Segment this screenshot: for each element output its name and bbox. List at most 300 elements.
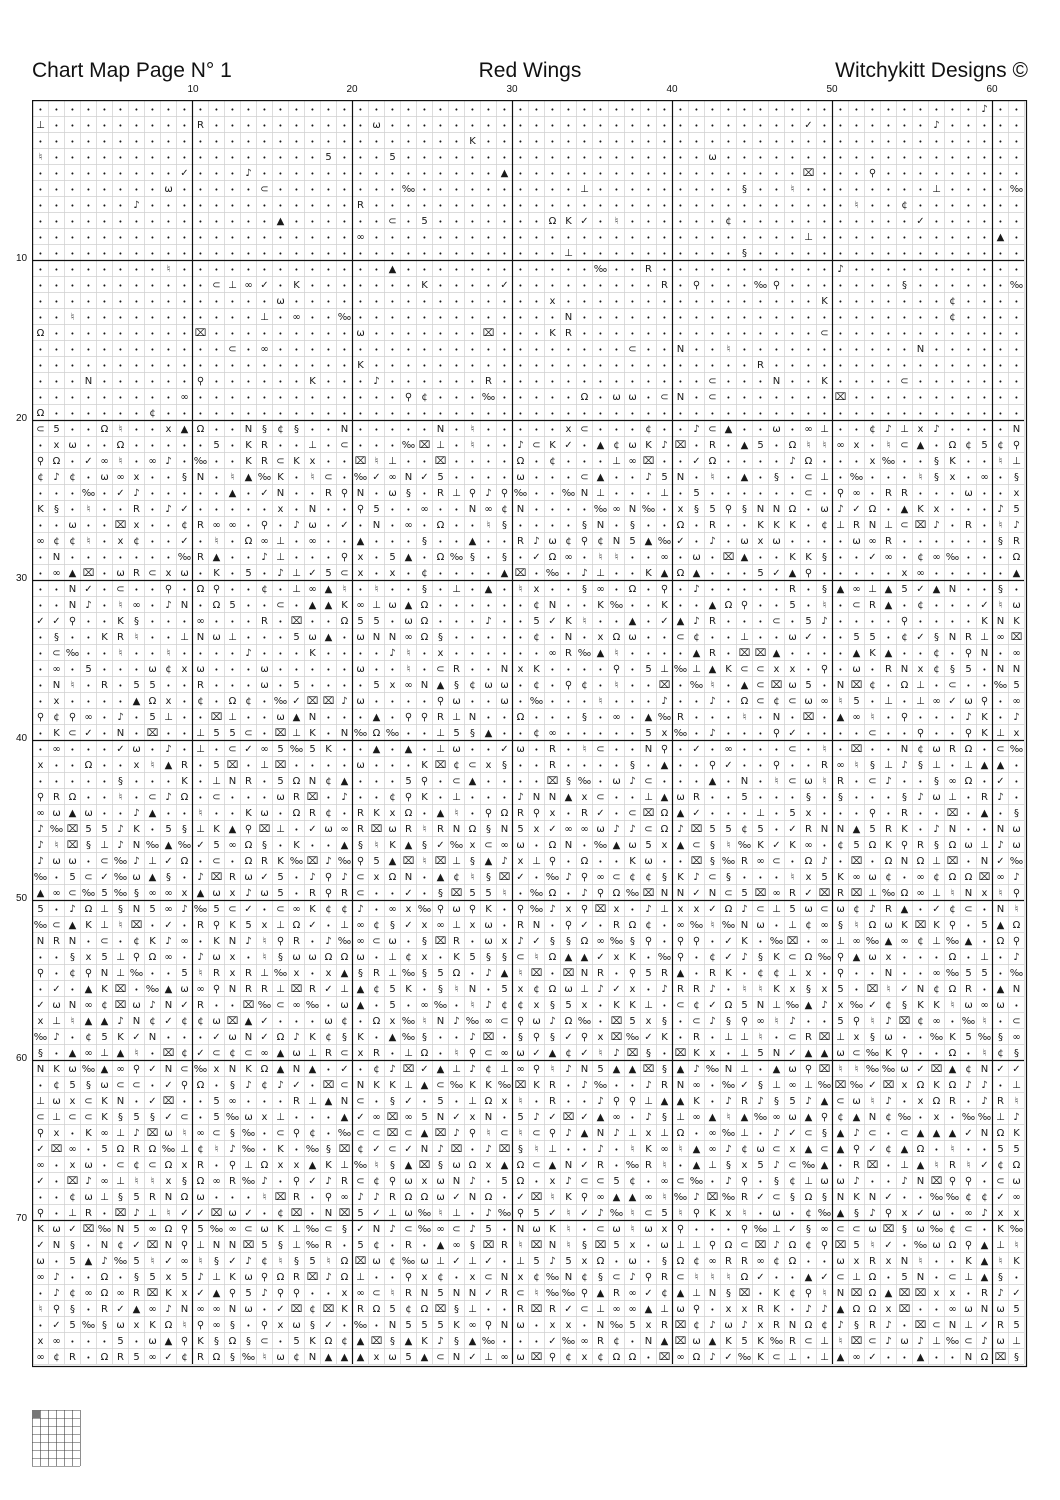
stitch-symbol: • [358, 250, 363, 258]
stitch-symbol: • [230, 186, 235, 194]
stitch-symbol: • [166, 202, 171, 210]
stitch-symbol: ⌧ [66, 1176, 79, 1187]
stitch-symbol: ▲ [676, 1096, 685, 1107]
stitch-symbol: R [181, 760, 188, 771]
stitch-symbol: • [502, 1226, 507, 1234]
stitch-symbol: ω [500, 696, 509, 707]
stitch-symbol: • [790, 154, 795, 162]
stitch-symbol: • [182, 298, 187, 306]
stitch-symbol: ¢ [645, 424, 652, 435]
stitch-symbol: N [564, 312, 573, 323]
stitch-symbol: • [790, 1274, 795, 1282]
stitch-symbol: ♪ [229, 1144, 236, 1155]
stitch-symbol: • [934, 730, 939, 738]
stitch-symbol: • [518, 282, 523, 290]
stitch-symbol: • [742, 346, 747, 354]
stitch-symbol: • [38, 218, 43, 226]
stitch-symbol: ∞ [36, 808, 45, 819]
stitch-symbol: ¢ [933, 648, 940, 659]
stitch-symbol: • [582, 410, 587, 418]
stitch-symbol: • [438, 778, 443, 786]
stitch-symbol: ω [260, 664, 269, 675]
stitch-symbol: • [214, 346, 219, 354]
stitch-symbol: ⌧ [274, 728, 287, 739]
stitch-symbol: • [902, 1098, 907, 1106]
stitch-symbol: • [422, 378, 427, 386]
stitch-symbol: • [694, 442, 699, 450]
stitch-symbol: ∞ [580, 1336, 589, 1347]
stitch-symbol: • [166, 314, 171, 322]
stitch-symbol: R [373, 1048, 380, 1059]
stitch-symbol: • [278, 522, 283, 530]
stitch-symbol: • [822, 794, 827, 802]
stitch-symbol: • [998, 154, 1003, 162]
stitch-symbol: ¢ [277, 1208, 284, 1219]
stitch-symbol: N [340, 424, 349, 435]
stitch-symbol: ▲ [340, 840, 349, 851]
stitch-symbol: • [582, 1146, 587, 1154]
stitch-symbol: ⊂ [708, 376, 717, 387]
stitch-symbol: x [229, 888, 236, 899]
stitch-symbol: R [709, 520, 716, 531]
stitch-symbol: • [374, 554, 379, 562]
stitch-symbol: • [102, 490, 107, 498]
stitch-symbol: • [198, 762, 203, 770]
stitch-symbol: ∞ [772, 888, 781, 899]
stitch-symbol: ⊂ [772, 616, 781, 627]
stitch-symbol: ‰ [33, 872, 48, 883]
stitch-symbol: • [342, 122, 347, 130]
stitch-symbol: • [438, 266, 443, 274]
stitch-symbol: • [550, 282, 555, 290]
stitch-symbol: K [453, 952, 460, 963]
stitch-symbol: ✓ [244, 904, 253, 915]
stitch-symbol: R [741, 856, 748, 867]
stitch-symbol: • [438, 618, 443, 626]
stitch-symbol: • [598, 394, 603, 402]
stitch-symbol: ♪ [725, 1096, 732, 1107]
stitch-symbol: R [677, 712, 684, 723]
stitch-symbol: ⊥ [260, 760, 269, 771]
stitch-symbol: • [342, 458, 347, 466]
stitch-symbol: 5 [309, 744, 316, 755]
stitch-symbol: ♪ [549, 1256, 556, 1267]
stitch-symbol: • [326, 234, 331, 242]
stitch-symbol: • [310, 426, 315, 434]
stitch-symbol: • [726, 250, 731, 258]
stitch-symbol: ∞ [628, 1304, 637, 1315]
stitch-symbol: • [294, 554, 299, 562]
column-label: 30 [506, 84, 518, 95]
stitch-symbol: ▲ [596, 1288, 605, 1299]
stitch-symbol: § [182, 824, 187, 835]
stitch-symbol: N [948, 824, 957, 835]
stitch-symbol: • [230, 666, 235, 674]
stitch-symbol: • [342, 650, 347, 658]
stitch-symbol: 5 [101, 952, 108, 963]
stitch-symbol: ▲ [900, 904, 909, 915]
stitch-symbol: Ω [916, 1144, 925, 1155]
stitch-symbol: ‰ [401, 440, 416, 451]
stitch-symbol: • [390, 346, 395, 354]
stitch-symbol: § [230, 1128, 235, 1139]
stitch-symbol: ⊥ [836, 936, 845, 947]
stitch-symbol: ♮ [822, 776, 827, 787]
stitch-symbol: • [486, 362, 491, 370]
stitch-symbol: N [836, 824, 845, 835]
stitch-symbol: ♪ [821, 1000, 828, 1011]
stitch-symbol: • [374, 426, 379, 434]
stitch-symbol: • [582, 346, 587, 354]
stitch-symbol: ♪ [565, 1128, 572, 1139]
stitch-symbol: ∞ [564, 824, 573, 835]
stitch-symbol: ♪ [709, 536, 716, 547]
stitch-symbol: • [118, 666, 123, 674]
stitch-symbol: N [500, 1272, 509, 1283]
stitch-symbol: ¢ [981, 1192, 988, 1203]
stitch-symbol: R [869, 1256, 876, 1267]
stitch-symbol: ⊥ [868, 888, 877, 899]
stitch-symbol: ω [692, 1336, 701, 1347]
stitch-symbol: ¢ [357, 1144, 364, 1155]
stitch-symbol: • [518, 250, 523, 258]
stitch-symbol: ✓ [404, 920, 413, 931]
stitch-symbol: • [326, 346, 331, 354]
stitch-symbol: 5 [645, 968, 652, 979]
stitch-symbol: • [54, 874, 59, 882]
stitch-symbol: • [358, 1018, 363, 1026]
stitch-symbol: • [918, 714, 923, 722]
stitch-symbol: 5 [69, 1080, 76, 1091]
stitch-symbol: • [534, 522, 539, 530]
stitch-symbol: • [262, 218, 267, 226]
stitch-symbol: • [198, 794, 203, 802]
stitch-symbol: • [790, 426, 795, 434]
stitch-symbol: ‰ [609, 1320, 624, 1331]
stitch-symbol: • [486, 986, 491, 994]
stitch-symbol: • [486, 650, 491, 658]
stitch-symbol: 5 [469, 888, 476, 899]
stitch-symbol: • [870, 362, 875, 370]
stitch-symbol: ♪ [581, 1080, 588, 1091]
stitch-symbol: • [102, 714, 107, 722]
stitch-symbol: • [262, 1306, 267, 1314]
stitch-symbol: ⊂ [84, 1096, 93, 1107]
stitch-symbol: ▲ [788, 568, 797, 579]
stitch-symbol: ♮ [694, 1272, 699, 1283]
stitch-symbol: • [54, 122, 59, 130]
stitch-symbol: ▲ [148, 872, 157, 883]
stitch-symbol: • [326, 282, 331, 290]
stitch-symbol: • [886, 618, 891, 626]
stitch-symbol: ‰ [401, 184, 416, 195]
stitch-symbol: Ω [724, 1000, 733, 1011]
stitch-symbol: ∞ [836, 440, 845, 451]
stitch-symbol: • [470, 314, 475, 322]
stitch-symbol: • [470, 346, 475, 354]
stitch-symbol: • [934, 1258, 939, 1266]
stitch-symbol: ✓ [804, 888, 813, 899]
stitch-symbol: • [230, 442, 235, 450]
stitch-symbol: • [918, 1050, 923, 1058]
stitch-symbol: • [566, 106, 571, 114]
stitch-symbol: ‰ [625, 1160, 640, 1171]
stitch-symbol: ♪ [165, 744, 172, 755]
stitch-symbol: ▲ [612, 1064, 621, 1075]
stitch-symbol: ∞ [964, 1208, 973, 1219]
stitch-symbol: N [356, 488, 365, 499]
stitch-symbol: R [293, 1272, 300, 1283]
stitch-symbol: • [886, 314, 891, 322]
stitch-symbol: • [822, 282, 827, 290]
stitch-symbol: ♪ [517, 936, 524, 947]
stitch-symbol: • [742, 314, 747, 322]
stitch-symbol: § [822, 1128, 827, 1139]
stitch-symbol: R [581, 808, 588, 819]
stitch-symbol: Ω [548, 552, 557, 563]
stitch-symbol: • [358, 298, 363, 306]
stitch-symbol: R [821, 760, 828, 771]
stitch-symbol: • [54, 586, 59, 594]
stitch-symbol: • [166, 970, 171, 978]
stitch-symbol: ‰ [433, 1000, 448, 1011]
stitch-symbol: ω [964, 696, 973, 707]
stitch-symbol: Ω [340, 1272, 349, 1283]
stitch-symbol: ⊂ [356, 872, 365, 883]
row-label: 10 [16, 253, 28, 264]
stitch-symbol: ¢ [133, 936, 140, 947]
stitch-symbol: • [422, 666, 427, 674]
stitch-symbol: • [694, 234, 699, 242]
stitch-symbol: • [614, 154, 619, 162]
stitch-symbol: x [773, 664, 780, 675]
stitch-symbol: ∞ [580, 824, 589, 835]
column-label: 20 [346, 84, 358, 95]
stitch-symbol: ♪ [885, 424, 892, 435]
stitch-symbol: ⌧ [354, 456, 367, 467]
stitch-symbol: • [742, 154, 747, 162]
stitch-symbol: • [950, 522, 955, 530]
stitch-symbol: ⌧ [114, 984, 127, 995]
stitch-symbol: N [196, 632, 205, 643]
stitch-symbol: x [581, 1000, 588, 1011]
stitch-symbol: • [614, 474, 619, 482]
stitch-symbol: • [966, 122, 971, 130]
stitch-symbol: • [102, 170, 107, 178]
stitch-symbol: ‰ [577, 776, 592, 787]
stitch-symbol: • [118, 938, 123, 946]
stitch-symbol: • [630, 1338, 635, 1346]
stitch-symbol: K [693, 1048, 700, 1059]
stitch-symbol: ⚲ [740, 600, 749, 611]
stitch-symbol: ⌧ [530, 1240, 543, 1251]
stitch-symbol: Ω [804, 1192, 813, 1203]
stitch-symbol: • [38, 202, 43, 210]
stitch-symbol: • [582, 506, 587, 514]
stitch-symbol: § [790, 1192, 795, 1203]
stitch-symbol: ‰ [161, 1144, 176, 1155]
stitch-symbol: ⊂ [580, 1304, 589, 1315]
stitch-symbol: ▲ [628, 616, 637, 627]
stitch-symbol: • [454, 218, 459, 226]
stitch-symbol: § [774, 1096, 779, 1107]
stitch-symbol: • [886, 298, 891, 306]
stitch-symbol: N [468, 984, 477, 995]
stitch-symbol: ♮ [998, 456, 1003, 467]
stitch-symbol: ¢ [885, 1000, 892, 1011]
stitch-symbol: • [182, 410, 187, 418]
stitch-symbol: • [646, 1242, 651, 1250]
stitch-symbol: ω [628, 840, 637, 851]
stitch-symbol: 5 [805, 680, 812, 691]
stitch-symbol: x [229, 968, 236, 979]
stitch-symbol: • [150, 362, 155, 370]
stitch-symbol: ω [276, 296, 285, 307]
stitch-symbol: R [245, 776, 252, 787]
stitch-symbol: ⌧ [706, 1192, 719, 1203]
stitch-symbol: ⊂ [148, 792, 157, 803]
stitch-symbol: • [54, 1258, 59, 1266]
stitch-symbol: • [774, 1034, 779, 1042]
stitch-symbol: N [740, 776, 749, 787]
stitch-symbol: • [934, 442, 939, 450]
stitch-symbol: • [294, 330, 299, 338]
stitch-symbol: • [998, 970, 1003, 978]
stitch-symbol: ♪ [165, 792, 172, 803]
stitch-symbol: • [102, 1162, 107, 1170]
stitch-symbol: • [86, 474, 91, 482]
stitch-symbol: ⌧ [386, 1112, 399, 1123]
stitch-symbol: ω [292, 1320, 301, 1331]
stitch-symbol: Ω [804, 856, 813, 867]
stitch-symbol: ▲ [948, 1064, 957, 1075]
stitch-symbol: K [821, 296, 828, 307]
stitch-symbol: • [646, 314, 651, 322]
stitch-symbol: • [310, 362, 315, 370]
stitch-symbol: R [261, 440, 268, 451]
stitch-symbol: § [630, 520, 635, 531]
stitch-symbol: • [662, 1050, 667, 1058]
stitch-symbol: ♮ [598, 552, 603, 563]
stitch-symbol: • [374, 330, 379, 338]
stitch-symbol: • [854, 378, 859, 386]
stitch-symbol: • [246, 378, 251, 386]
stitch-symbol: • [742, 218, 747, 226]
stitch-symbol: • [214, 378, 219, 386]
stitch-symbol: ∞ [596, 1192, 605, 1203]
stitch-symbol: ∞ [148, 1304, 157, 1315]
stitch-symbol: ¢ [341, 1016, 348, 1027]
stitch-symbol: • [102, 618, 107, 626]
stitch-symbol: • [854, 186, 859, 194]
stitch-symbol: ▲ [804, 1272, 813, 1283]
stitch-symbol: • [678, 282, 683, 290]
stitch-symbol: N [372, 1224, 381, 1235]
stitch-symbol: • [1014, 346, 1019, 354]
stitch-symbol: ⚲ [900, 840, 909, 851]
stitch-symbol: ♪ [133, 1128, 140, 1139]
stitch-symbol: • [630, 650, 635, 658]
stitch-symbol: § [806, 1224, 811, 1235]
stitch-symbol: ♮ [86, 504, 91, 515]
stitch-symbol: ‰ [401, 1032, 416, 1043]
stitch-symbol: ♪ [661, 440, 668, 451]
stitch-symbol: • [758, 586, 763, 594]
stitch-symbol: • [742, 762, 747, 770]
stitch-symbol: ⚲ [468, 1048, 477, 1059]
stitch-symbol: ω [852, 664, 861, 675]
stitch-symbol: • [918, 138, 923, 146]
stitch-symbol: ⊂ [820, 904, 829, 915]
stitch-symbol: R [197, 520, 204, 531]
stitch-symbol: K [533, 1080, 540, 1091]
stitch-symbol: • [518, 298, 523, 306]
stitch-symbol: • [502, 234, 507, 242]
stitch-symbol: Ω [948, 1080, 957, 1091]
stitch-symbol: ♮ [454, 808, 459, 819]
stitch-symbol: ¢ [757, 968, 764, 979]
stitch-symbol: § [438, 1160, 443, 1171]
stitch-symbol: Ω [180, 1192, 189, 1203]
stitch-symbol: ⊂ [964, 1224, 973, 1235]
stitch-symbol: 5 [197, 1224, 204, 1235]
stitch-symbol: • [838, 602, 843, 610]
stitch-symbol: ⊂ [612, 1272, 621, 1283]
stitch-symbol: • [870, 1178, 875, 1186]
stitch-symbol: • [294, 186, 299, 194]
stitch-symbol: ♪ [933, 824, 940, 835]
stitch-symbol: ‰ [193, 456, 208, 467]
stitch-symbol: • [134, 346, 139, 354]
stitch-symbol: R [309, 808, 316, 819]
stitch-symbol: 5 [389, 1304, 396, 1315]
stitch-symbol: ♮ [118, 648, 123, 659]
stitch-symbol: x [469, 840, 476, 851]
stitch-symbol: ω [676, 792, 685, 803]
stitch-symbol: • [470, 298, 475, 306]
stitch-symbol: • [166, 378, 171, 386]
stitch-symbol: ♮ [214, 1144, 219, 1155]
stitch-symbol: • [86, 266, 91, 274]
stitch-symbol: R [645, 1160, 652, 1171]
stitch-symbol: ⊥ [452, 712, 461, 723]
stitch-symbol: • [358, 314, 363, 322]
stitch-symbol: ∞ [932, 552, 941, 563]
stitch-symbol: • [102, 298, 107, 306]
stitch-symbol: § [230, 1080, 235, 1091]
stitch-symbol: § [1014, 1048, 1019, 1059]
stitch-symbol: ⊥ [980, 952, 989, 963]
stitch-symbol: R [117, 1352, 124, 1363]
stitch-symbol: x [853, 440, 860, 451]
stitch-symbol: ⌧ [594, 904, 607, 915]
stitch-symbol: • [470, 186, 475, 194]
stitch-symbol: • [166, 538, 171, 546]
stitch-symbol: ω [612, 392, 621, 403]
stitch-symbol: • [758, 378, 763, 386]
stitch-symbol: ⌧ [882, 1224, 895, 1235]
stitch-symbol: • [982, 282, 987, 290]
stitch-symbol: ⚲ [708, 1240, 717, 1251]
stitch-symbol: ▲ [340, 968, 349, 979]
stitch-symbol: R [885, 664, 892, 675]
stitch-symbol: • [630, 1082, 635, 1090]
stitch-symbol: • [870, 410, 875, 418]
stitch-symbol: • [646, 330, 651, 338]
stitch-symbol: x [565, 904, 572, 915]
stitch-symbol: • [518, 202, 523, 210]
stitch-symbol: • [790, 282, 795, 290]
